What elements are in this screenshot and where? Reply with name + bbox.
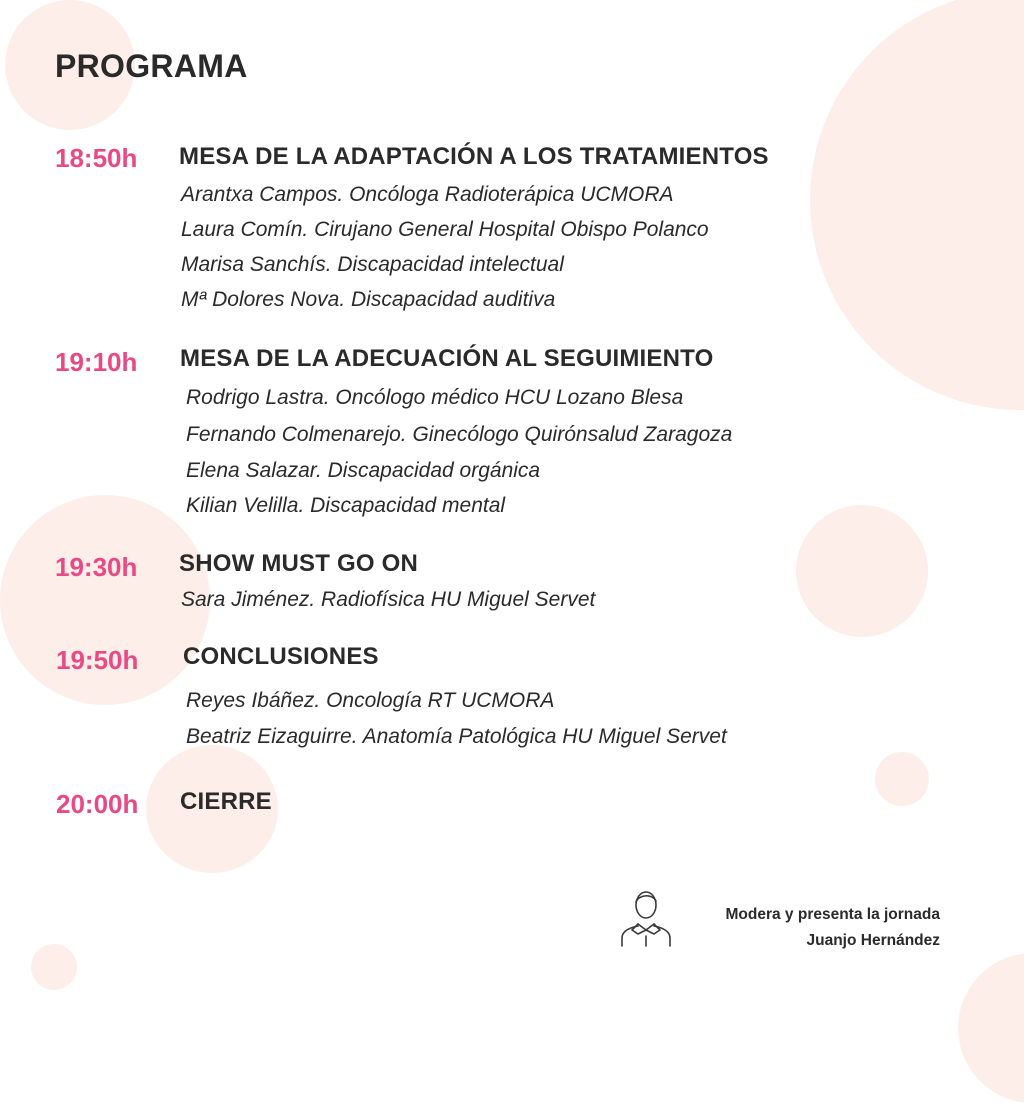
moderator-block (726, 902, 941, 954)
speaker-line: Laura Comín. Cirujano General Hospital Obispo Polanco (181, 218, 709, 241)
session-title: CONCLUSIONES (183, 643, 379, 670)
page-title: PROGRAMA (55, 48, 248, 84)
session-time: 19:50h (56, 645, 139, 675)
person-icon (618, 888, 674, 948)
decorative-bubble (796, 505, 928, 637)
session-time: 20:00h (56, 789, 139, 819)
speaker-line: Kilian Velilla. Discapacidad mental (186, 494, 506, 517)
moderator-name: Juanjo Hernández (806, 932, 940, 949)
session-title: SHOW MUST GO ON (179, 550, 418, 577)
session-time: 19:10h (55, 347, 138, 377)
decorative-bubble (958, 953, 1024, 1103)
speaker-line: Rodrigo Lastra. Oncólogo médico HCU Lozano Blesa (186, 386, 684, 409)
speaker-line: Marisa Sanchís. Discapacidad intelectual (181, 253, 564, 276)
session-time: 18:50h (55, 143, 138, 173)
speaker-line: Reyes Ibáñez. Oncología RT UCMORA (186, 689, 555, 712)
speaker-line: Sara Jiménez. Radiofísica HU Miguel Servet (181, 588, 596, 611)
speaker-line: Elena Salazar. Discapacidad orgánica (186, 459, 541, 482)
decorative-bubble (875, 752, 929, 806)
session-time: 19:30h (55, 552, 138, 582)
speaker-line: Arantxa Campos. Oncóloga Radioterápica UCMORA (181, 183, 674, 206)
speaker-line: Beatriz Eizaguirre. Anatomía Patológica HU Miguel Servet (186, 725, 727, 748)
moderator-label: Modera y presenta la jornada (725, 906, 940, 923)
speaker-line: Mª Dolores Nova. Discapacidad auditiva (181, 288, 556, 311)
decorative-bubble (810, 0, 1024, 410)
decorative-bubble (31, 944, 77, 990)
session-title: CIERRE (180, 788, 272, 815)
session-title: MESA DE LA ADECUACIÓN AL SEGUIMIENTO (180, 345, 714, 372)
session-title: MESA DE LA ADAPTACIÓN A LOS TRATAMIENTOS (179, 143, 769, 170)
speaker-line: Fernando Colmenarejo. Ginecólogo Quirónsalud Zaragoza (186, 423, 733, 446)
